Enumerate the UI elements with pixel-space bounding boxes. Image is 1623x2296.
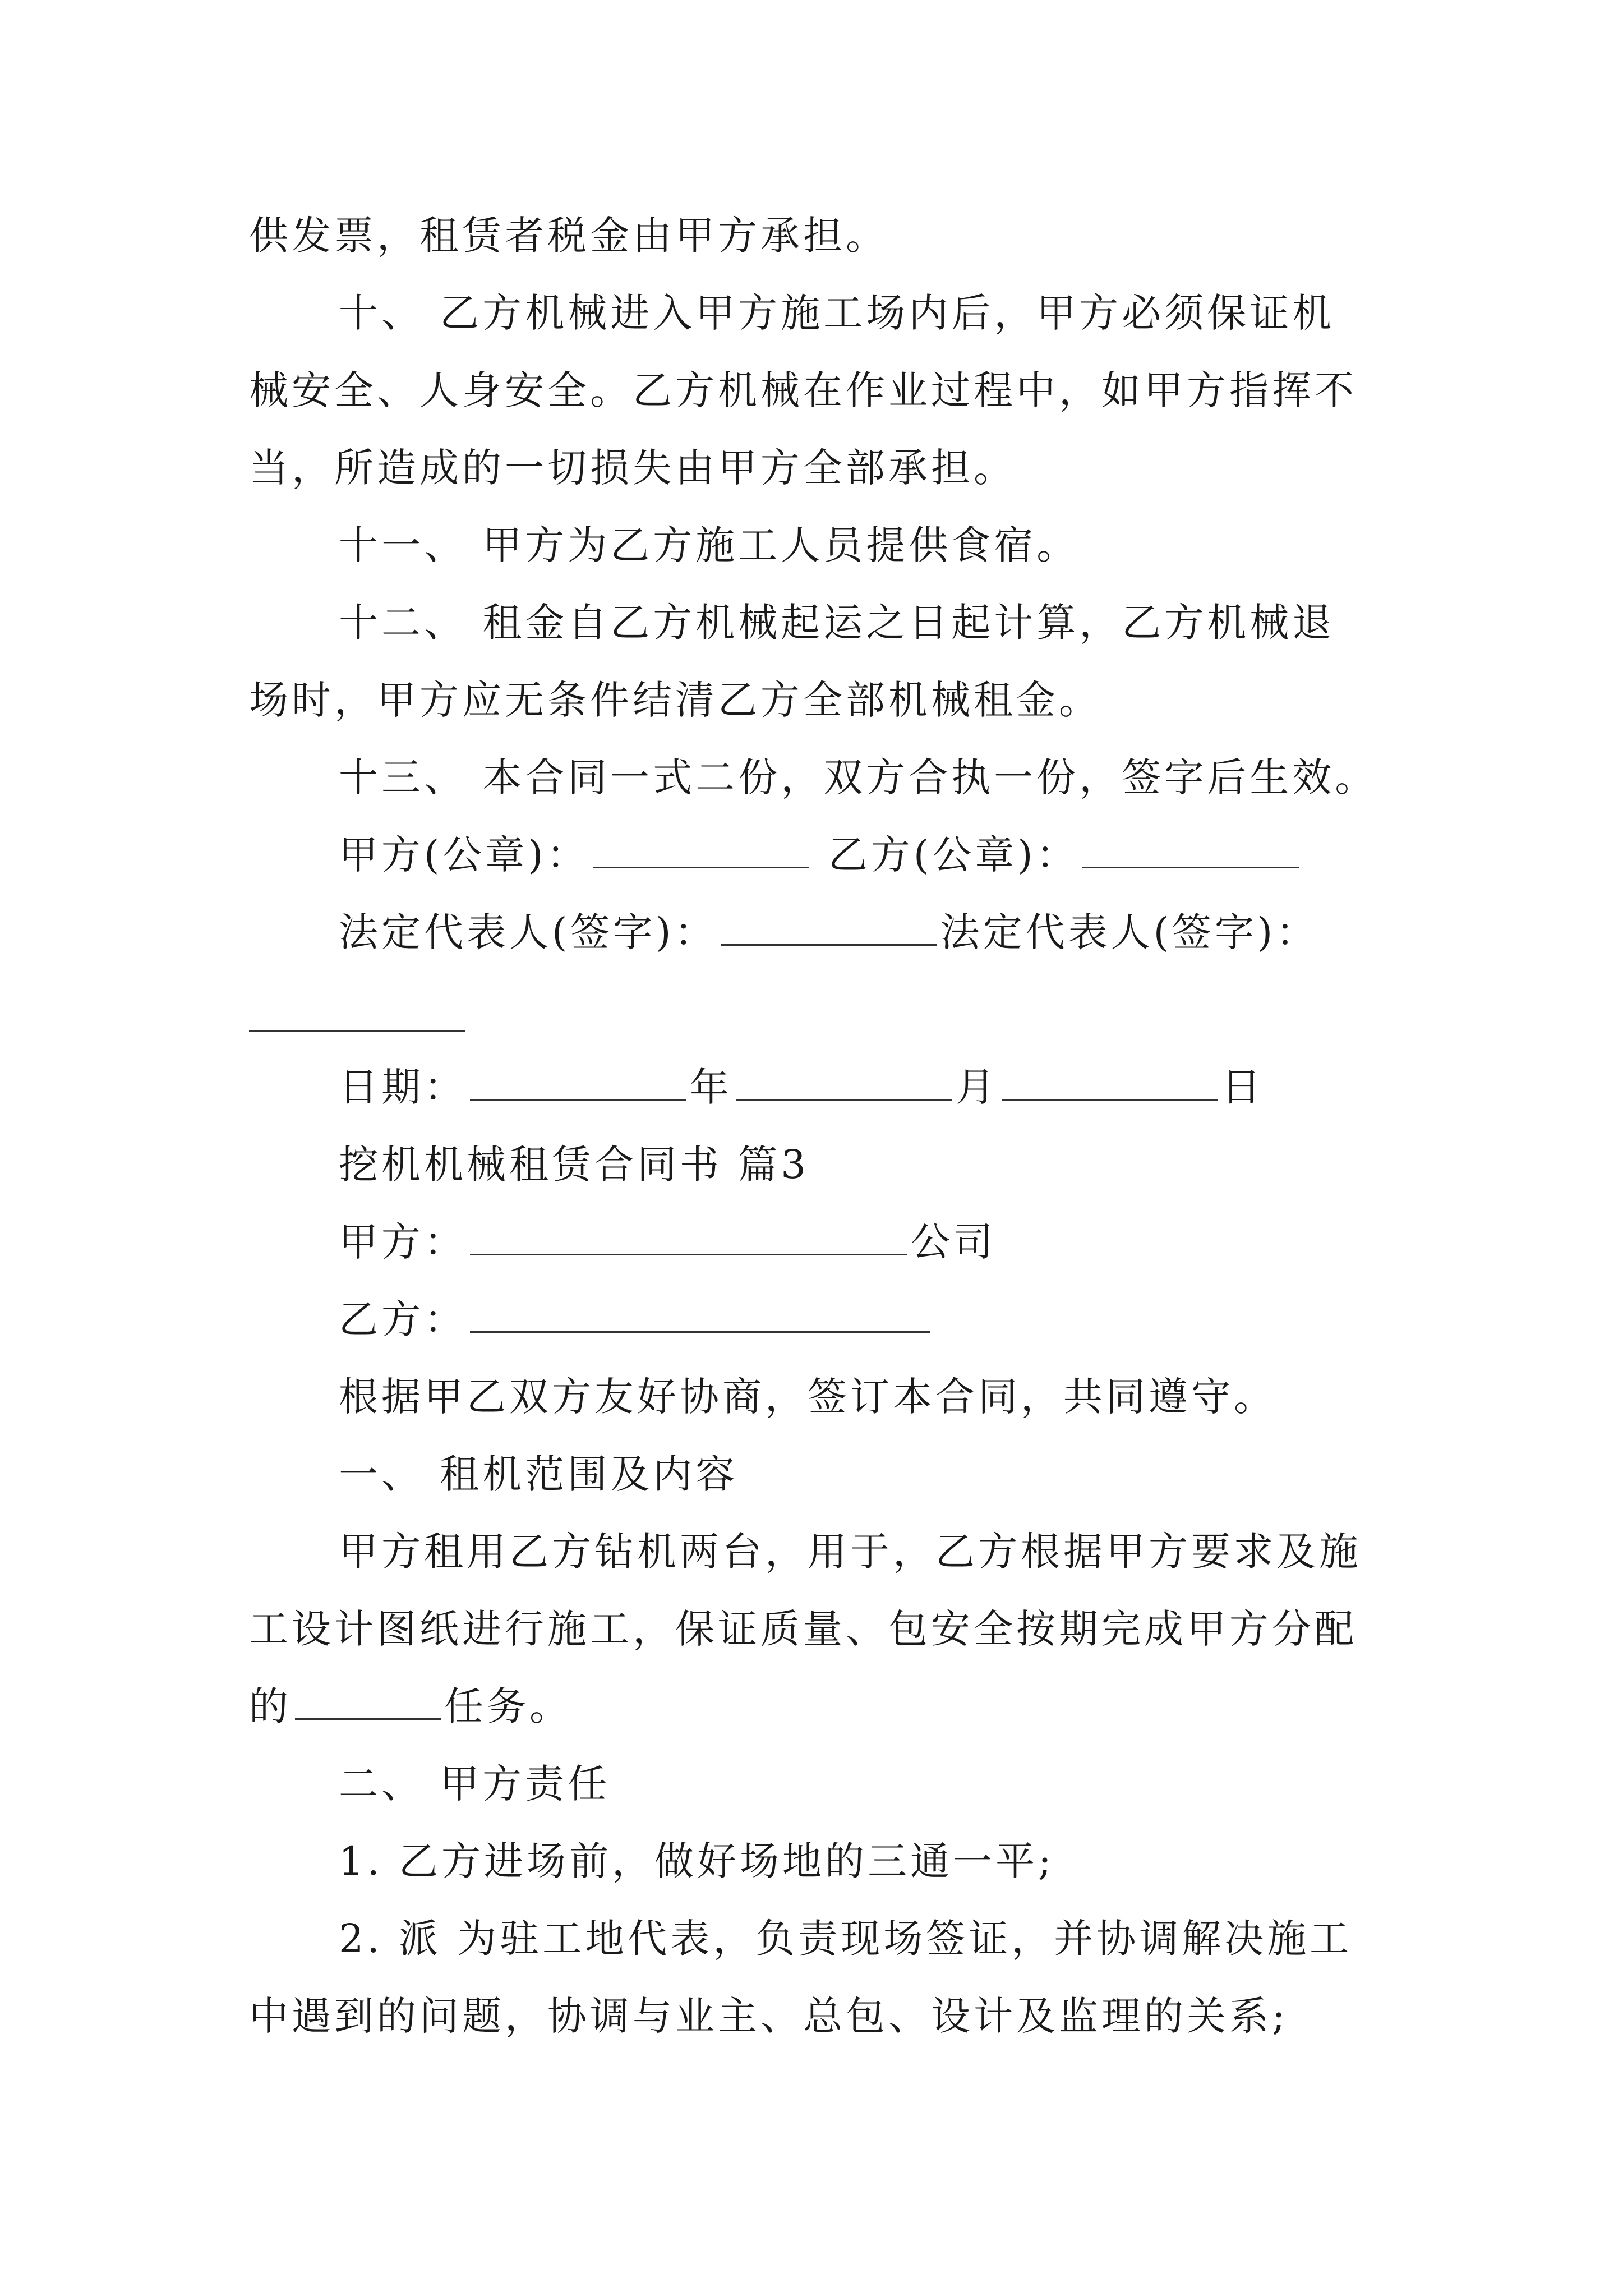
clause-twelve-line-1: 十二、 租金自乙方机械起运之日起计算，乙方机械退 xyxy=(339,600,1335,646)
party-b-rep-blank xyxy=(249,1030,465,1032)
party-b-seal-blank xyxy=(1082,863,1299,868)
party-a-row xyxy=(339,1215,996,1269)
year-blank xyxy=(470,1096,686,1101)
item-one-line-3 xyxy=(249,1680,572,1733)
clause-thirteen: 十三、 本合同一式二份，双方合执一份，签字后生效。 xyxy=(339,754,1378,800)
clause-twelve-line-2: 场时，甲方应无条件结清乙方全部机械租金。 xyxy=(249,677,1101,723)
party-a-blank xyxy=(470,1250,907,1255)
party-a-label: 甲方： xyxy=(339,1219,467,1265)
clause-ten-line-3: 当，所造成的一切损失由甲方全部承担。 xyxy=(249,445,1016,491)
clause-ten-line-2: 械安全、人身安全。乙方机械在作业过程中，如甲方指挥不 xyxy=(249,367,1357,413)
party-a-suffix: 公司 xyxy=(911,1219,996,1265)
party-b-rep-label: 法定代表人(签字)： xyxy=(940,909,1319,955)
seal-row xyxy=(339,828,1302,882)
task-blank xyxy=(295,1715,441,1720)
date-label: 日期： xyxy=(339,1064,467,1110)
section-title: 挖机机械租赁合同书 篇3 xyxy=(339,1142,809,1188)
paragraph-line: 供发票，租赁者税金由甲方承担。 xyxy=(249,213,888,259)
month-blank xyxy=(736,1096,952,1101)
party-a-rep-label: 法定代表人(签字)： xyxy=(339,909,717,955)
item-one-line-2: 工设计图纸进行施工，保证质量、包安全按期完成甲方分配 xyxy=(249,1606,1357,1652)
item-one-line-3-pre: 的 xyxy=(249,1683,292,1729)
party-a-seal-label: 甲方(公章)： xyxy=(339,832,589,878)
party-b-label: 乙方： xyxy=(339,1296,467,1342)
item-two-title: 二、 甲方责任 xyxy=(339,1761,611,1807)
representative-row xyxy=(339,905,1318,959)
party-b-row xyxy=(339,1292,933,1346)
month-label: 月 xyxy=(956,1064,998,1110)
clause-ten-line-1: 十、 乙方机械进入甲方施工场内后，甲方必须保证机 xyxy=(339,290,1335,336)
item-two-point-2-line-1: 2. 派 为驻工地代表，负责现场签证，并协调解决施工 xyxy=(339,1916,1353,1962)
party-b-blank xyxy=(470,1328,930,1333)
day-label: 日 xyxy=(1221,1064,1264,1110)
day-blank xyxy=(1002,1096,1218,1101)
item-one-title: 一、 租机范围及内容 xyxy=(339,1451,739,1497)
item-one-line-3-post: 任务。 xyxy=(444,1683,572,1729)
intro-paragraph: 根据甲乙双方友好协商，签订本合同，共同遵守。 xyxy=(339,1374,1276,1420)
party-a-rep-blank xyxy=(721,941,937,946)
party-a-seal-blank xyxy=(593,863,809,868)
party-b-seal-label: 乙方(公章)： xyxy=(828,832,1079,878)
item-two-point-1: 1. 乙方进场前，做好场地的三通一平; xyxy=(339,1838,1055,1884)
year-label: 年 xyxy=(690,1064,732,1110)
clause-eleven: 十一、 甲方为乙方施工人员提供食宿。 xyxy=(339,522,1080,568)
item-two-point-2-line-2: 中遇到的问题，协调与业主、总包、设计及监理的关系; xyxy=(249,1993,1289,2039)
item-one-line-1: 甲方租用乙方钻机两台，用于，乙方根据甲方要求及施 xyxy=(339,1529,1362,1575)
date-row xyxy=(339,1060,1264,1114)
